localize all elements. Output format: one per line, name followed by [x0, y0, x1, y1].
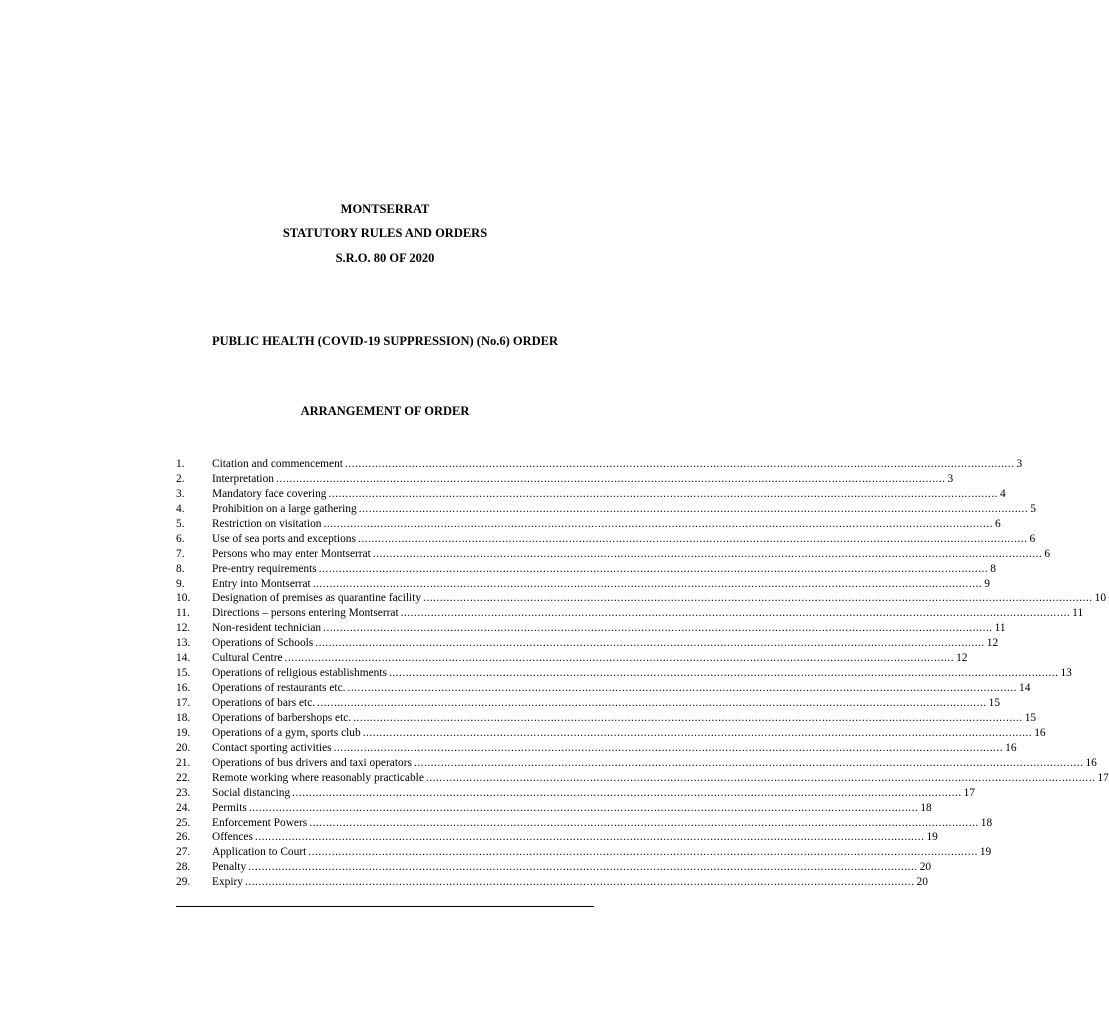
toc-entry: [176, 666, 1072, 681]
toc-dot-leader: ........................................................................................................................................................................................................: [323, 517, 993, 530]
toc-entry-title: Cultural Centre: [212, 652, 283, 665]
toc-entry: [176, 532, 1036, 547]
document-title: PUBLIC HEALTH (COVID-19 SUPPRESSION) (No.6) ORDER: [211, 334, 559, 348]
toc-dot-leader: ........................................................................................................................................................................................................: [347, 682, 1018, 695]
toc-entry-title: Operations of restaurants etc.: [212, 682, 346, 695]
toc-entry: [176, 741, 1017, 756]
toc-entry-page: 3: [1016, 458, 1023, 470]
toc-dot-leader: ........................................................................................................................................................................................................: [317, 697, 987, 709]
toc-entry: [176, 816, 993, 831]
toc-dot-leader: ........................................................................................................................................................................................................: [372, 547, 1043, 560]
footer-rule: [176, 906, 594, 907]
toc-entry-page: 16: [1005, 741, 1017, 754]
toc-entry: [176, 487, 1006, 502]
toc-entry-number: 2.: [176, 472, 185, 485]
toc-entry-title: Mandatory face covering: [212, 487, 327, 500]
toc-entry-page: 12: [986, 637, 999, 650]
toc-entry: [176, 771, 1109, 786]
toc-entry: [176, 517, 1001, 532]
toc-dot-leader: ........................................................................................................................................................................................................: [333, 741, 1004, 754]
toc-entry-number: 5.: [176, 517, 185, 530]
toc-dot-leader: ........................................................................................................................................................................................................: [309, 816, 979, 829]
toc-dot-leader: ........................................................................................................................................................................................................: [328, 487, 999, 500]
toc-dot-leader: ........................................................................................................................................................................................................: [308, 846, 978, 859]
toc-entry-page: 20: [916, 876, 928, 889]
toc-dot-leader: ........................................................................................................................................................................................................: [362, 726, 1033, 739]
toc-entry-title: Permits: [212, 801, 247, 814]
toc-dot-leader: ........................................................................................................................................................................................................: [357, 532, 1028, 545]
toc-entry-page: 10: [1094, 592, 1107, 605]
toc-entry: [176, 651, 968, 666]
toc-dot-leader: ........................................................................................................................................................................................................: [315, 637, 985, 650]
toc-entry: [176, 502, 1036, 517]
toc-entry: [176, 875, 928, 890]
toc-entry: [176, 830, 938, 845]
toc-entry-title: Contact sporting activities: [212, 741, 332, 754]
toc-entry-title: Persons who may enter Montserrat: [212, 547, 371, 560]
toc-entry-page: 16: [1085, 756, 1097, 769]
toc-entry-number: 15.: [176, 667, 191, 680]
toc-entry-title: Operations of Schools: [212, 637, 314, 650]
toc-entry: [176, 756, 1097, 771]
toc-entry-page: 19: [926, 831, 938, 844]
toc-entry: [176, 726, 1046, 741]
toc-entry-number: 27.: [176, 846, 191, 859]
toc-entry-number: 7.: [176, 547, 185, 560]
toc-entry-page: 15: [988, 697, 1001, 709]
toc-entry-page: 12: [956, 652, 968, 665]
toc-entry-page: 15: [1024, 711, 1037, 724]
toc-entry-title: Penalty: [212, 861, 247, 874]
toc-entry-title: Restriction on visitation: [212, 517, 322, 530]
toc-dot-leader: ........................................................................................................................................................................................................: [344, 458, 1015, 470]
toc-entry-page: 3: [947, 472, 954, 485]
toc-entry-page: 11: [994, 622, 1006, 635]
toc-dot-leader: ........................................................................................................................................................................................................: [388, 667, 1059, 680]
toc-entry: [176, 577, 990, 592]
toc-entry-number: 9.: [176, 577, 185, 590]
toc-entry-title: Remote working where reasonably practicable: [212, 771, 424, 784]
toc-entry-title: Entry into Montserrat: [212, 577, 311, 590]
toc-entry-number: 17.: [176, 697, 191, 709]
toc-entry-title: Operations of a gym, sports club: [212, 726, 361, 739]
toc-entry: [176, 547, 1051, 562]
toc-entry: [176, 801, 932, 816]
toc-entry-number: 3.: [176, 487, 185, 500]
toc-entry-title: Designation of premises as quarantine facility: [212, 592, 422, 605]
toc-entry: [176, 845, 992, 860]
table-of-contents: [176, 457, 1109, 890]
toc-entry-number: 21.: [176, 756, 191, 769]
toc-dot-leader: ........................................................................................................................................................................................................: [323, 622, 993, 635]
toc-entry-page: 20: [919, 861, 932, 874]
toc-dot-leader: ........................................................................................................................................................................................................: [312, 577, 983, 590]
toc-entry-number: 25.: [176, 816, 191, 829]
toc-entry: [176, 681, 1031, 696]
toc-entry-page: 9: [984, 577, 990, 590]
toc-entry-page: 8: [990, 562, 996, 575]
toc-entry: [176, 696, 1001, 711]
toc-entry-page: 17: [1097, 771, 1109, 784]
toc-entry-title: Expiry: [212, 876, 244, 889]
document-country: MONTSERRAT: [340, 202, 430, 216]
toc-entry-title: Operations of bus drivers and taxi operators: [212, 756, 412, 769]
toc-entry: [176, 636, 999, 651]
toc-entry-title: Offences: [212, 831, 253, 844]
toc-entry-number: 6.: [176, 532, 185, 545]
toc-entry-number: 18.: [176, 711, 191, 724]
toc-dot-leader: ........................................................................................................................................................................................................: [400, 607, 1071, 620]
toc-entry-page: 14: [1019, 682, 1031, 695]
toc-dot-leader: ........................................................................................................................................................................................................: [254, 831, 925, 844]
toc-entry-number: 10.: [176, 592, 191, 605]
toc-entry-number: 13.: [176, 637, 191, 650]
toc-entry-page: 19: [979, 846, 992, 859]
toc-entry-number: 8.: [176, 562, 185, 575]
toc-entry: [176, 786, 976, 801]
toc-entry-title: Social distancing: [212, 786, 291, 799]
toc-entry-title: Prohibition on a large gathering: [212, 502, 357, 515]
toc-entry: [176, 711, 1037, 726]
toc-dot-leader: ........................................................................................................................................................................................................: [284, 652, 955, 665]
toc-dot-leader: ........................................................................................................................................................................................................: [245, 876, 915, 889]
toc-dot-leader: ........................................................................................................................................................................................................: [276, 472, 946, 485]
toc-entry-number: 16.: [176, 682, 191, 695]
toc-entry: [176, 591, 1107, 606]
toc-entry-number: 11.: [176, 607, 190, 620]
document-series: STATUTORY RULES AND ORDERS: [282, 226, 488, 240]
toc-entry-number: 19.: [176, 726, 191, 739]
toc-entry-number: 1.: [176, 458, 185, 470]
toc-entry-number: 4.: [176, 502, 185, 515]
toc-entry-title: Application to Court: [212, 846, 307, 859]
toc-entry-page: 18: [980, 816, 993, 829]
arrangement-heading: ARRANGEMENT OF ORDER: [300, 404, 470, 418]
toc-entry-number: 26.: [176, 831, 191, 844]
toc-entry-page: 5: [1030, 502, 1036, 515]
toc-entry-title: Directions – persons entering Montserrat: [212, 607, 399, 620]
toc-entry-page: 16: [1034, 726, 1046, 739]
toc-entry-number: 12.: [176, 622, 191, 635]
toc-dot-leader: ........................................................................................................................................................................................................: [413, 756, 1084, 769]
toc-entry-page: 6: [1029, 532, 1036, 545]
toc-entry-page: 11: [1072, 607, 1084, 620]
toc-dot-leader: ........................................................................................................................................................................................................: [358, 502, 1029, 515]
toc-entry-title: Non-resident technician: [212, 622, 322, 635]
toc-entry: [176, 562, 996, 577]
toc-entry-title: Operations of religious establishments: [212, 667, 387, 680]
toc-dot-leader: ........................................................................................................................................................................................................: [353, 711, 1023, 724]
toc-entry-title: Citation and commencement: [212, 458, 343, 470]
toc-entry-number: 14.: [176, 652, 191, 665]
toc-entry-page: 4: [1000, 487, 1006, 500]
toc-entry-title: Pre-entry requirements: [212, 562, 317, 575]
toc-dot-leader: ........................................................................................................................................................................................................: [292, 786, 962, 799]
toc-entry-number: 29.: [176, 876, 191, 889]
toc-entry: [176, 457, 1023, 472]
toc-entry-page: 6: [1044, 547, 1051, 560]
toc-entry-page: 17: [963, 786, 976, 799]
toc-entry-number: 24.: [176, 801, 191, 814]
toc-entry-page: 18: [920, 801, 932, 814]
toc-entry-number: 22.: [176, 771, 191, 784]
toc-dot-leader: ........................................................................................................................................................................................................: [248, 801, 919, 814]
toc-entry-number: 23.: [176, 786, 191, 799]
toc-dot-leader: ........................................................................................................................................................................................................: [425, 771, 1096, 784]
toc-dot-leader: ........................................................................................................................................................................................................: [248, 861, 918, 874]
toc-entry-title: Enforcement Powers: [212, 816, 308, 829]
toc-entry-title: Use of sea ports and exceptions: [212, 532, 356, 545]
toc-dot-leader: ........................................................................................................................................................................................................: [318, 562, 989, 575]
document-number: S.R.O. 80 OF 2020: [335, 251, 435, 265]
toc-entry-number: 20.: [176, 741, 191, 754]
toc-entry-title: Operations of barbershops etc.: [212, 711, 352, 724]
toc-entry-title: Operations of bars etc.: [212, 697, 316, 709]
toc-dot-leader: ........................................................................................................................................................................................................: [423, 592, 1093, 605]
toc-entry: [176, 606, 1084, 621]
toc-entry: [176, 472, 954, 487]
toc-entry: [176, 621, 1006, 636]
toc-entry: [176, 860, 932, 875]
toc-entry-page: 6: [995, 517, 1001, 530]
toc-entry-title: Interpretation: [212, 472, 274, 485]
toc-entry-number: 28.: [176, 861, 191, 874]
toc-entry-page: 13: [1060, 667, 1072, 680]
